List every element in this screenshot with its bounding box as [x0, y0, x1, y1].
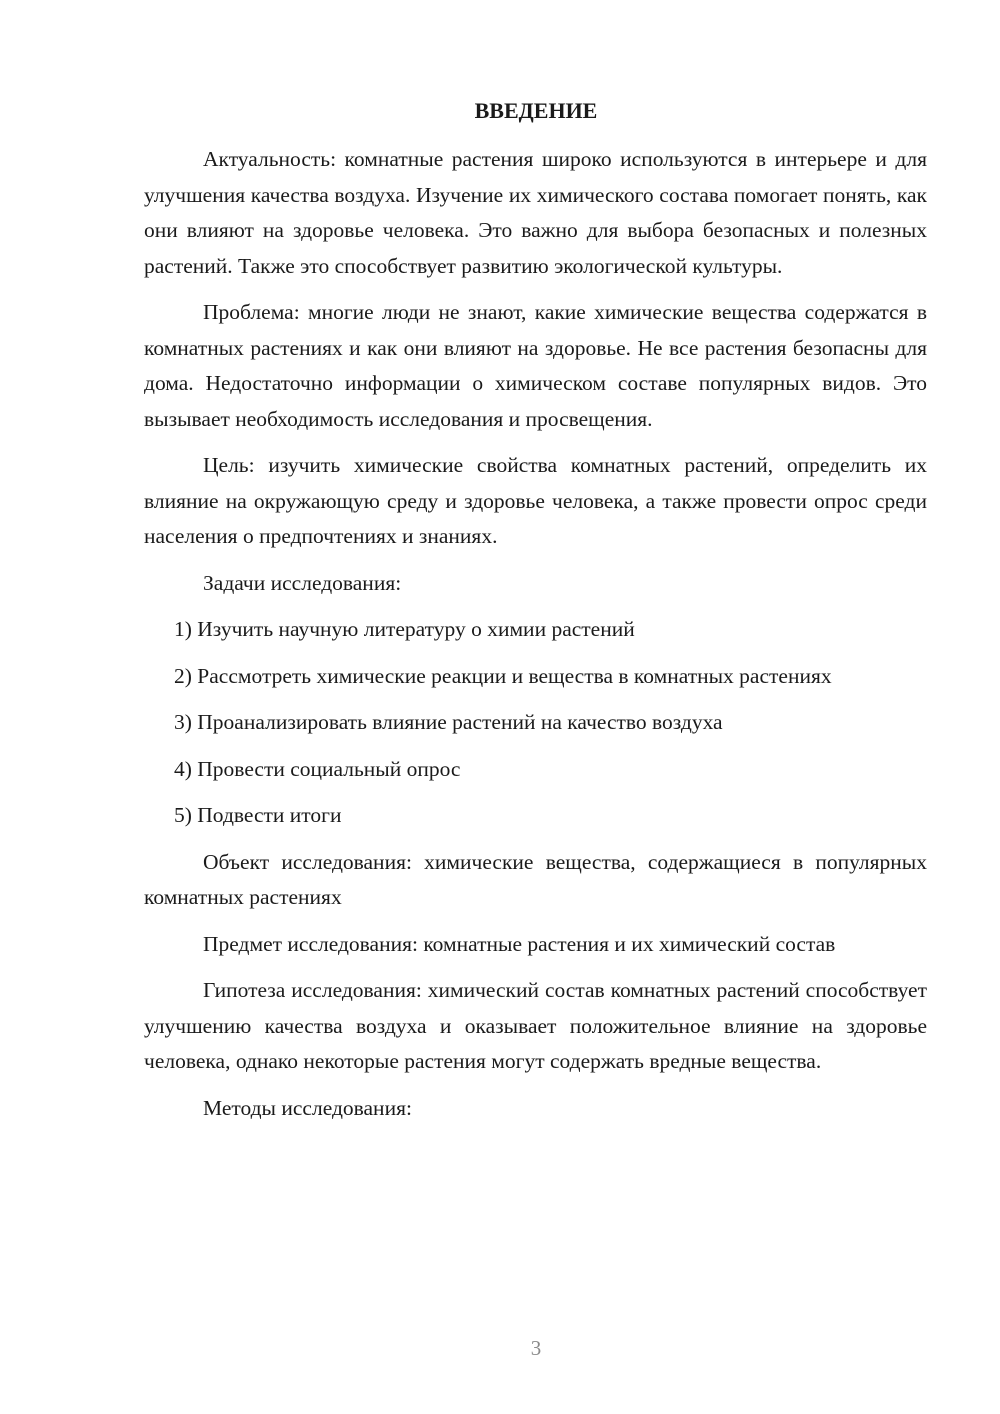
page-number: 3: [530, 1336, 542, 1360]
paragraph-goal: Цель: изучить химические свойства комнатных растений, определить их влияние на окружающую среду и здоровье человека, а также провести опрос среди населения о предпочтениях и знаниях.: [144, 453, 927, 548]
paragraph-relevance: Актуальность: комнатные растения широко используются в интерьере и для улучшения качества воздуха. Изучение их химического состава помогает понять, как они влияют на здоровье человека. Это важно для выбора безопасных и полезных растений. Также это способствует развитию экологической культуры.: [144, 147, 927, 278]
task-item-3: 3) Проанализировать влияние растений на качество воздуха: [174, 710, 723, 734]
paragraph-object: Объект исследования: химические вещества, содержащиеся в популярных комнатных растениях: [144, 849, 927, 909]
paragraph-tasks-heading: Задачи исследования:: [203, 570, 402, 595]
paragraph-problem: Проблема: многие люди не знают, какие химические вещества содержатся в комнатных растениях и как они влияют на здоровье. Не все растения безопасны для дома. Недостаточно информации о химическом составе популярных видов. Это вызывает необходимость исследования и просвещения.: [144, 300, 927, 431]
task-item-5: 5) Подвести итоги: [174, 803, 342, 827]
paragraph-methods: Методы исследования:: [203, 1095, 412, 1120]
section-title: ВВЕДЕНИЕ: [474, 98, 598, 123]
body-text: [144, 142, 927, 1137]
task-item-1: 1) Изучить научную литературу о химии растений: [174, 617, 635, 641]
paragraph-subject: Предмет исследования: комнатные растения и их химический состав: [203, 931, 836, 956]
task-item-2: 2) Рассмотреть химические реакции и вещества в комнатных растениях: [174, 663, 832, 688]
task-item-4: 4) Провести социальный опрос: [174, 756, 461, 781]
paragraph-hypothesis: Гипотеза исследования: химический состав комнатных растений способствует улучшению качества воздуха и оказывает положительное влияние на здоровье человека, однако некоторые растения могут содержать вредные вещества.: [144, 978, 927, 1073]
